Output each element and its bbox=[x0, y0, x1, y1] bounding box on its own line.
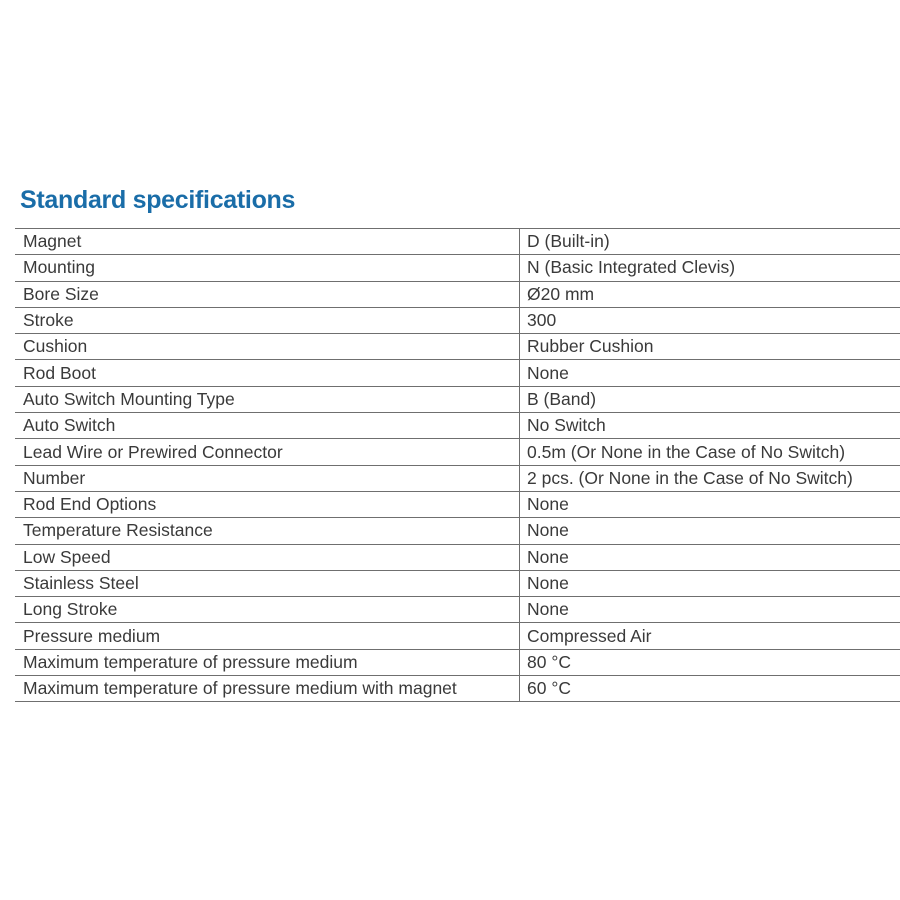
spec-label: Mounting bbox=[15, 255, 520, 281]
spec-label: Maximum temperature of pressure medium with magnet bbox=[15, 676, 520, 702]
spec-label: Stroke bbox=[15, 307, 520, 333]
spec-label: Cushion bbox=[15, 334, 520, 360]
spec-row bbox=[15, 649, 900, 675]
spec-label: Magnet bbox=[15, 229, 520, 255]
spec-value: None bbox=[520, 570, 900, 596]
spec-value: None bbox=[520, 544, 900, 570]
spec-row bbox=[15, 334, 900, 360]
spec-value: Compressed Air bbox=[520, 623, 900, 649]
spec-row bbox=[15, 544, 900, 570]
spec-value: 300 bbox=[520, 307, 900, 333]
spec-value: 0.5m (Or None in the Case of No Switch) bbox=[520, 439, 900, 465]
spec-value: None bbox=[520, 360, 900, 386]
spec-value: 2 pcs. (Or None in the Case of No Switch) bbox=[520, 465, 900, 491]
spec-value: None bbox=[520, 518, 900, 544]
spec-row bbox=[15, 439, 900, 465]
spec-value: D (Built-in) bbox=[520, 229, 900, 255]
spec-row bbox=[15, 229, 900, 255]
page-title: Standard specifications bbox=[20, 186, 296, 214]
spec-row bbox=[15, 255, 900, 281]
spec-row bbox=[15, 307, 900, 333]
spec-label: Number bbox=[15, 465, 520, 491]
spec-row bbox=[15, 413, 900, 439]
spec-row bbox=[15, 386, 900, 412]
spec-label: Lead Wire or Prewired Connector bbox=[15, 439, 520, 465]
spec-label: Low Speed bbox=[15, 544, 520, 570]
spec-label: Stainless Steel bbox=[15, 570, 520, 596]
spec-row bbox=[15, 518, 900, 544]
specifications-table-body bbox=[15, 229, 900, 702]
spec-row bbox=[15, 676, 900, 702]
spec-label: Rod End Options bbox=[15, 491, 520, 517]
spec-row bbox=[15, 465, 900, 491]
spec-row bbox=[15, 623, 900, 649]
spec-value: B (Band) bbox=[520, 386, 900, 412]
spec-value: No Switch bbox=[520, 413, 900, 439]
spec-label: Maximum temperature of pressure medium bbox=[15, 649, 520, 675]
specifications-table bbox=[15, 228, 900, 702]
spec-label: Bore Size bbox=[15, 281, 520, 307]
spec-value: None bbox=[520, 597, 900, 623]
spec-label: Temperature Resistance bbox=[15, 518, 520, 544]
spec-label: Auto Switch bbox=[15, 413, 520, 439]
spec-row bbox=[15, 360, 900, 386]
spec-value: 60 °C bbox=[520, 676, 900, 702]
spec-row bbox=[15, 597, 900, 623]
spec-label: Pressure medium bbox=[15, 623, 520, 649]
spec-label: Auto Switch Mounting Type bbox=[15, 386, 520, 412]
spec-row bbox=[15, 570, 900, 596]
spec-label: Long Stroke bbox=[15, 597, 520, 623]
spec-value: Ø20 mm bbox=[520, 281, 900, 307]
spec-row bbox=[15, 491, 900, 517]
spec-value: None bbox=[520, 491, 900, 517]
spec-value: Rubber Cushion bbox=[520, 334, 900, 360]
spec-row bbox=[15, 281, 900, 307]
spec-value: 80 °C bbox=[520, 649, 900, 675]
spec-value: N (Basic Integrated Clevis) bbox=[520, 255, 900, 281]
spec-label: Rod Boot bbox=[15, 360, 520, 386]
